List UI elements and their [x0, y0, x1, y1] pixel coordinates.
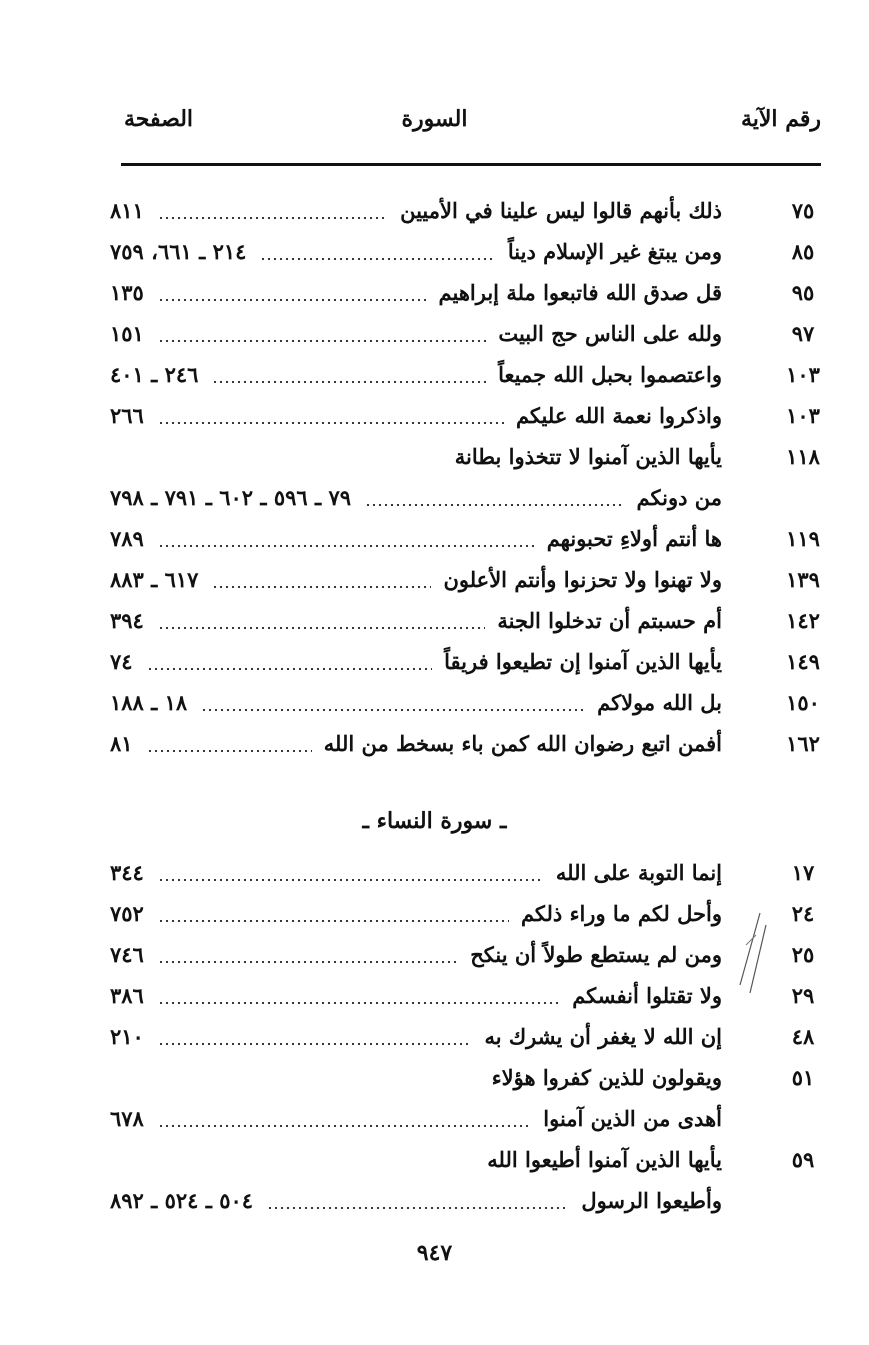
dot-leader	[212, 585, 431, 589]
index-row	[110, 602, 830, 640]
dot-leader	[260, 257, 496, 261]
verse-text: واذكروا نعمة الله عليكم	[515, 403, 722, 428]
verse-text: أفمن اتبع رضوان الله كمن باء بسخط من الله	[323, 731, 722, 756]
verse-text: ومن يبتغ غير الإسلام ديناً	[507, 239, 722, 264]
page-references: ٨١	[110, 731, 133, 756]
verse-number: ٢٩	[791, 983, 815, 1008]
dot-leader	[212, 380, 486, 384]
verse-number: ٥٩	[791, 1147, 815, 1172]
verse-number: ١٠٣	[786, 362, 820, 387]
page-references: ٦٧٨	[110, 1106, 144, 1131]
page-references: ٣٨٦	[110, 983, 144, 1008]
verse-text: قل صدق الله فاتبعوا ملة إبراهيم	[438, 280, 722, 305]
page-references: ٥٠٤ ـ ٥٢٤ ـ ٨٩٢	[110, 1188, 254, 1213]
page-references: ٢١٤ ـ ٦٦١، ٧٥٩	[110, 239, 247, 264]
dot-leader	[158, 421, 504, 425]
verse-text: ولله على الناس حج البيت	[498, 321, 722, 346]
dot-leader	[158, 626, 485, 630]
header-verse-number: رقم الآية	[740, 106, 821, 132]
page-references: ٧٩ ـ ٥٩٦ ـ ٦٠٢ ـ ٧٩١ ـ ٧٩٨	[110, 485, 352, 510]
dot-leader	[158, 339, 486, 343]
page-references: ١٣٥	[110, 280, 144, 305]
verse-number: ١٧	[791, 860, 815, 885]
page-references: ٢٦٦	[110, 403, 144, 428]
index-row	[110, 561, 830, 599]
verse-number: ١٠٣	[786, 403, 820, 428]
dot-leader	[158, 298, 427, 302]
verse-text: واعتصموا بحبل الله جميعاً	[498, 362, 722, 387]
page-references: ١٥١	[110, 321, 144, 346]
page-references: ٦١٧ ـ ٨٨٣	[110, 567, 199, 592]
header-divider	[121, 163, 821, 166]
verse-text: يأيها الذين آمنوا إن تطيعوا فريقاً	[444, 649, 722, 674]
page-references: ٧٤	[110, 649, 133, 674]
verse-text: إن الله لا يغفر أن يشرك به	[484, 1024, 722, 1049]
index-row	[110, 438, 830, 476]
verse-number: ٢٥	[791, 942, 815, 967]
index-row	[110, 397, 830, 435]
verse-text: وأطيعوا الرسول	[581, 1188, 722, 1213]
verse-text: أم حسبتم أن تدخلوا الجنة	[497, 608, 722, 633]
verse-number: ٨٥	[791, 239, 815, 264]
verse-text: ويقولون للذين كفروا هؤلاء	[491, 1065, 722, 1090]
index-row	[110, 854, 830, 892]
page-references: ٧٤٦	[110, 942, 144, 967]
verse-text: ومن لم يستطع طولاً أن ينكح	[470, 942, 722, 967]
dot-leader	[158, 960, 458, 964]
page-references: ٣٤٤	[110, 860, 144, 885]
dot-leader	[158, 919, 509, 923]
dot-leader	[158, 878, 544, 882]
verse-text: ولا تهنوا ولا تحزنوا وأنتم الأعلون	[443, 567, 722, 592]
dot-leader	[158, 1042, 472, 1046]
verse-text: أهدى من الذين آمنوا	[543, 1106, 722, 1131]
index-row	[110, 684, 830, 722]
index-row	[110, 1182, 830, 1220]
verse-text: إنما التوبة على الله	[555, 860, 722, 885]
handwritten-pencil-mark	[720, 905, 780, 1000]
index-row	[110, 520, 830, 558]
page-references: ١٨ ـ ١٨٨	[110, 690, 188, 715]
index-row	[110, 356, 830, 394]
verse-number: ١١٩	[786, 526, 820, 551]
verse-number: ٥١	[791, 1065, 815, 1090]
page-references: ٢٤٦ ـ ٤٠١	[110, 362, 199, 387]
verse-number: ١٦٢	[786, 731, 820, 756]
verse-number: ١٤٩	[786, 649, 820, 674]
verse-text: بل الله مولاكم	[597, 690, 722, 715]
header-page: الصفحة	[124, 106, 194, 132]
verse-text: يأيها الذين آمنوا لا تتخذوا بطانة	[454, 444, 722, 469]
verse-number: ١٤٢	[786, 608, 820, 633]
index-row	[110, 725, 830, 763]
dot-leader	[267, 1206, 569, 1210]
index-row	[110, 479, 830, 517]
dot-leader	[158, 1001, 560, 1005]
index-row	[110, 1018, 830, 1056]
verse-text: ولا تقتلوا أنفسكم	[572, 983, 722, 1008]
dot-leader	[147, 749, 312, 753]
page-references: ٢١٠	[110, 1024, 144, 1049]
index-row	[110, 1100, 830, 1138]
dot-leader	[147, 667, 432, 671]
verse-text: وأحل لكم ما وراء ذلكم	[520, 901, 722, 926]
index-row	[110, 233, 830, 271]
index-row	[110, 643, 830, 681]
verse-number: ٢٤	[791, 901, 815, 926]
verse-text: ذلك بأنهم قالوا ليس علينا في الأميين	[400, 198, 722, 223]
verse-number: ٧٥	[791, 198, 815, 223]
verse-number: ٩٥	[791, 280, 815, 305]
page-references: ٣٩٤	[110, 608, 144, 633]
dot-leader	[158, 1124, 531, 1128]
dot-leader	[158, 544, 535, 548]
verse-text: ها أنتم أولاءِ تحبونهم	[546, 526, 722, 551]
index-row	[110, 274, 830, 312]
verse-text: يأيها الذين آمنوا أطيعوا الله	[487, 1147, 722, 1172]
verse-number: ١٣٩	[786, 567, 820, 592]
verse-number: ١٥٠	[786, 690, 820, 715]
index-row	[110, 1141, 830, 1179]
page-references: ٧٥٢	[110, 901, 144, 926]
dot-leader	[201, 708, 585, 712]
page-references: ٧٨٩	[110, 526, 144, 551]
dot-leader	[158, 216, 388, 220]
page-references: ٨١١	[110, 198, 144, 223]
index-row	[110, 192, 830, 230]
page-number: ٩٤٧	[416, 1240, 453, 1266]
verse-number: ١١٨	[786, 444, 820, 469]
index-row	[110, 315, 830, 353]
section-title-an-nisa: ـ سورة النساء ـ	[362, 808, 507, 834]
verse-text: من دونكم	[636, 485, 722, 510]
verse-number: ٤٨	[791, 1024, 815, 1049]
header-surah: السورة	[401, 106, 468, 132]
verse-number: ٩٧	[791, 321, 815, 346]
index-row	[110, 1059, 830, 1097]
dot-leader	[365, 503, 625, 507]
